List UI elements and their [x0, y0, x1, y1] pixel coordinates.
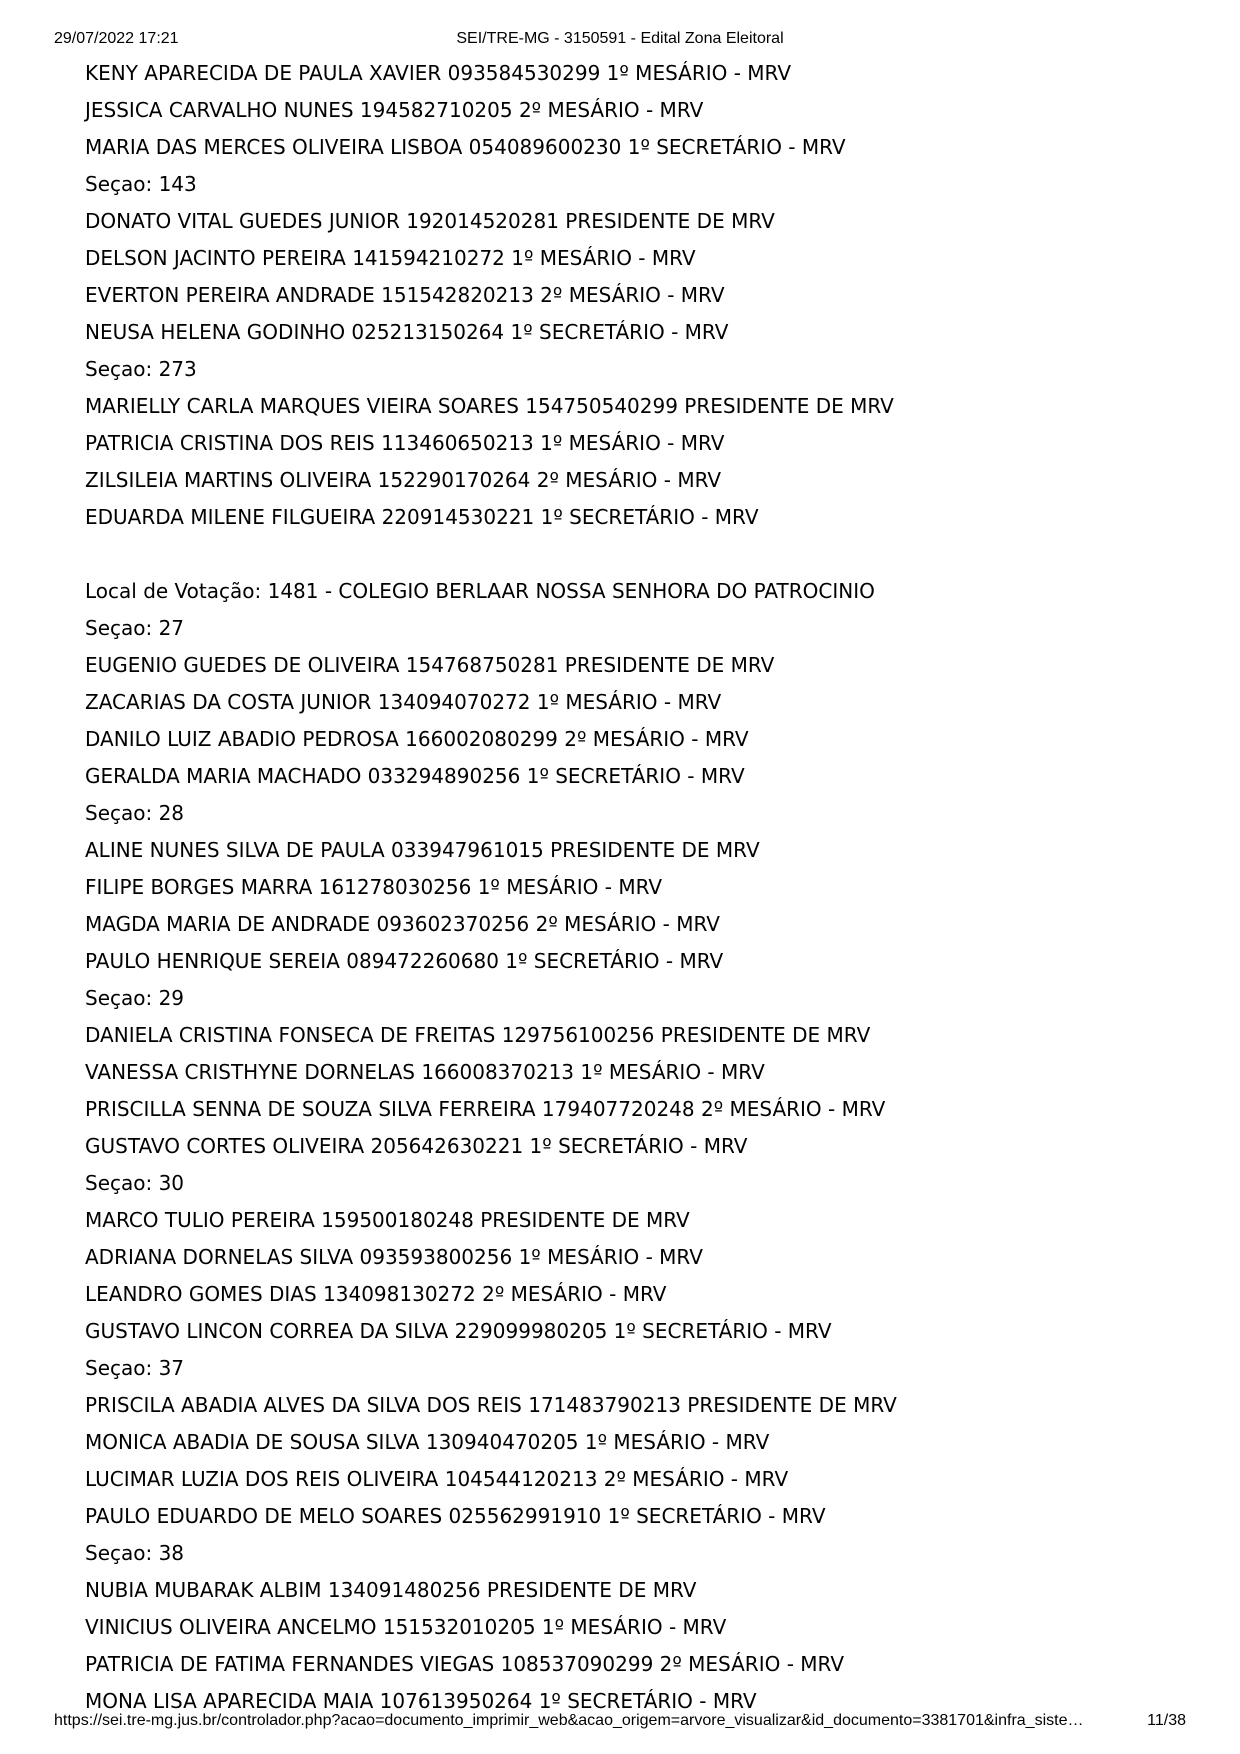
document-url[interactable]: https://sei.tre-mg.jus.br/controlador.php?acao=documento_imprimir_web&acao_origem=arvore_visualizar&id_documento=3381701&infra_siste… — [54, 1712, 1084, 1729]
member-entry: MAGDA MARIA DE ANDRADE 093602370256 2º MESÁRIO - MRV — [85, 912, 720, 936]
member-entry: PRISCILLA SENNA DE SOUZA SILVA FERREIRA 179407720248 2º MESÁRIO - MRV — [85, 1097, 886, 1121]
member-entry: ZACARIAS DA COSTA JUNIOR 134094070272 1º MESÁRIO - MRV — [85, 690, 722, 714]
page-indicator: 11/38 — [1147, 1712, 1186, 1729]
member-entry: KENY APARECIDA DE PAULA XAVIER 093584530299 1º MESÁRIO - MRV — [85, 61, 792, 85]
polling-place-heading: Local de Votação: 1481 - COLEGIO BERLAAR NOSSA SENHORA DO PATROCINIO — [85, 579, 875, 603]
member-entry: DANILO LUIZ ABADIO PEDROSA 166002080299 2º MESÁRIO - MRV — [85, 727, 749, 751]
member-entry: JESSICA CARVALHO NUNES 194582710205 2º MESÁRIO - MRV — [85, 98, 704, 122]
member-entry: PAULO HENRIQUE SEREIA 089472260680 1º SECRETÁRIO - MRV — [85, 949, 724, 973]
section-heading: Seçao: 273 — [85, 357, 197, 381]
section-heading: Seçao: 29 — [85, 986, 185, 1010]
member-entry: FILIPE BORGES MARRA 161278030256 1º MESÁRIO - MRV — [85, 875, 663, 899]
member-entry: MARIELLY CARLA MARQUES VIEIRA SOARES 154750540299 PRESIDENTE DE MRV — [85, 394, 894, 418]
member-entry: MARCO TULIO PEREIRA 159500180248 PRESIDENTE DE MRV — [85, 1208, 690, 1232]
section-heading: Seçao: 30 — [85, 1171, 185, 1195]
section-heading: Seçao: 28 — [85, 801, 185, 825]
member-entry: DELSON JACINTO PEREIRA 141594210272 1º MESÁRIO - MRV — [85, 246, 696, 270]
section-heading: Seçao: 38 — [85, 1541, 185, 1565]
member-entry: PAULO EDUARDO DE MELO SOARES 025562991910 1º SECRETÁRIO - MRV — [85, 1504, 826, 1528]
member-entry: MARIA DAS MERCES OLIVEIRA LISBOA 054089600230 1º SECRETÁRIO - MRV — [85, 135, 846, 159]
member-entry: LUCIMAR LUZIA DOS REIS OLIVEIRA 104544120213 2º MESÁRIO - MRV — [85, 1467, 789, 1491]
print-datetime: 29/07/2022 17:21 — [54, 30, 179, 47]
member-entry: PATRICIA DE FATIMA FERNANDES VIEGAS 108537090299 2º MESÁRIO - MRV — [85, 1652, 845, 1676]
member-entry: ADRIANA DORNELAS SILVA 093593800256 1º MESÁRIO - MRV — [85, 1245, 703, 1269]
member-entry: GUSTAVO LINCON CORREA DA SILVA 229099980205 1º SECRETÁRIO - MRV — [85, 1319, 832, 1343]
document-title: SEI/TRE-MG - 3150591 - Edital Zona Eleitoral — [456, 30, 784, 47]
member-entry: EVERTON PEREIRA ANDRADE 151542820213 2º MESÁRIO - MRV — [85, 283, 725, 307]
member-entry: MONICA ABADIA DE SOUSA SILVA 130940470205 1º MESÁRIO - MRV — [85, 1430, 770, 1454]
member-entry: ALINE NUNES SILVA DE PAULA 033947961015 PRESIDENTE DE MRV — [85, 838, 760, 862]
member-entry: VINICIUS OLIVEIRA ANCELMO 151532010205 1º MESÁRIO - MRV — [85, 1615, 727, 1639]
member-entry: PATRICIA CRISTINA DOS REIS 113460650213 1º MESÁRIO - MRV — [85, 431, 725, 455]
member-entry: DONATO VITAL GUEDES JUNIOR 192014520281 PRESIDENTE DE MRV — [85, 209, 775, 233]
member-entry: GERALDA MARIA MACHADO 033294890256 1º SECRETÁRIO - MRV — [85, 764, 745, 788]
section-heading: Seçao: 143 — [85, 172, 197, 196]
member-entry: EUGENIO GUEDES DE OLIVEIRA 154768750281 PRESIDENTE DE MRV — [85, 653, 775, 677]
member-entry: DANIELA CRISTINA FONSECA DE FREITAS 129756100256 PRESIDENTE DE MRV — [85, 1023, 871, 1047]
member-entry: ZILSILEIA MARTINS OLIVEIRA 152290170264 2º MESÁRIO - MRV — [85, 468, 722, 492]
member-entry: NUBIA MUBARAK ALBIM 134091480256 PRESIDENTE DE MRV — [85, 1578, 697, 1602]
section-heading: Seçao: 37 — [85, 1356, 185, 1380]
section-heading: Seçao: 27 — [85, 616, 185, 640]
print-header — [54, 30, 1186, 52]
member-entry: LEANDRO GOMES DIAS 134098130272 2º MESÁRIO - MRV — [85, 1282, 667, 1306]
print-footer — [54, 1712, 1186, 1734]
member-entry: GUSTAVO CORTES OLIVEIRA 205642630221 1º SECRETÁRIO - MRV — [85, 1134, 748, 1158]
member-entry: VANESSA CRISTHYNE DORNELAS 166008370213 1º MESÁRIO - MRV — [85, 1060, 765, 1084]
member-entry: MONA LISA APARECIDA MAIA 107613950264 1º SECRETÁRIO - MRV — [85, 1689, 757, 1713]
member-entry: PRISCILA ABADIA ALVES DA SILVA DOS REIS 171483790213 PRESIDENTE DE MRV — [85, 1393, 897, 1417]
blank-line — [85, 536, 1200, 573]
member-entry: EDUARDA MILENE FILGUEIRA 220914530221 1º SECRETÁRIO - MRV — [85, 505, 759, 529]
member-entry: NEUSA HELENA GODINHO 025213150264 1º SECRETÁRIO - MRV — [85, 320, 729, 344]
document-body — [85, 55, 1200, 1720]
